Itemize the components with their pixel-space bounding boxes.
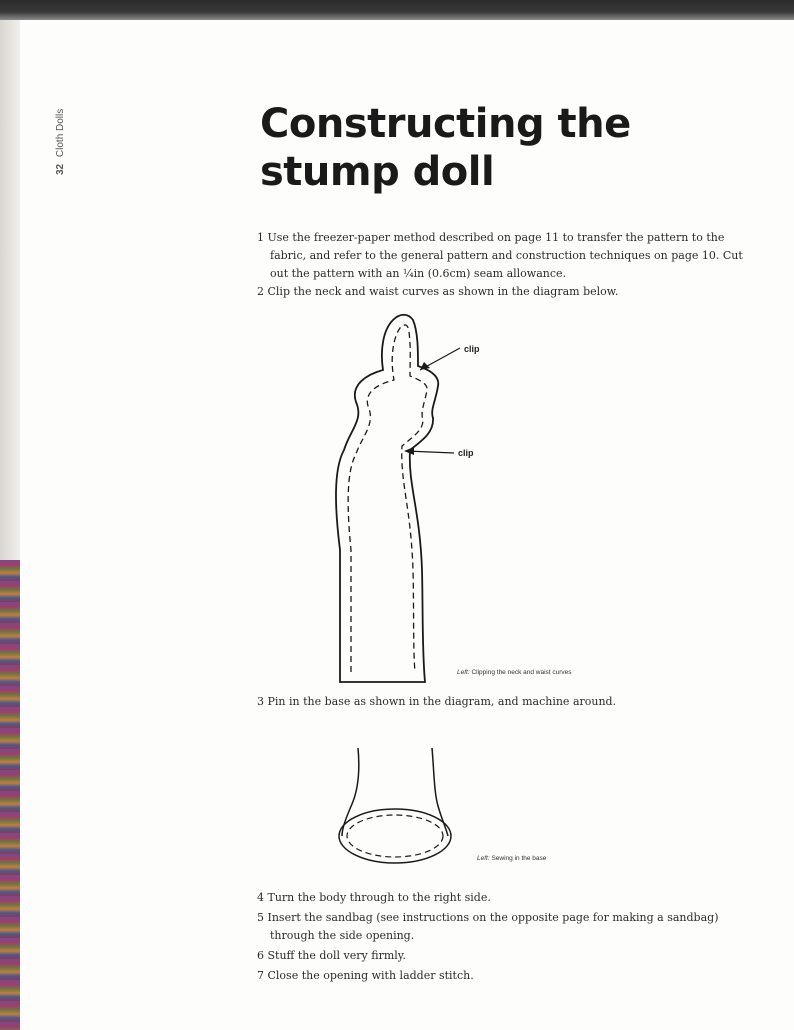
running-head [55, 109, 66, 175]
step-3: 3 Pin in the base as shown in the diagram, and machine around. [257, 695, 617, 708]
page-number: 32 [55, 163, 66, 175]
seam-line [348, 325, 427, 672]
book-spine-shadow [0, 0, 794, 20]
diagram2-caption: Left: Sewing in the base [477, 855, 547, 862]
step-7: 7 Close the opening with ladder stitch. [257, 969, 474, 982]
book-cover-edge [0, 560, 20, 1030]
clip-label-neck: clip [464, 344, 480, 354]
step-4: 4 Turn the body through to the right side. [257, 891, 491, 904]
step-2: 2 Clip the neck and waist curves as shown in the diagram below. [257, 285, 619, 298]
instruction-steps-2 [257, 693, 757, 711]
step-6: 6 Stuff the doll very firmly. [257, 949, 407, 962]
base-outer [339, 809, 451, 863]
page-title [260, 100, 631, 196]
instruction-steps-1 [257, 229, 757, 301]
body-tube-right [432, 748, 448, 836]
step-5: 5 Insert the sandbag (see instructions on the opposite page for making a sandbag) through the side opening. [257, 911, 719, 942]
body-tube [342, 748, 359, 836]
title-line-1: Constructing the [260, 101, 631, 147]
base-seam [347, 815, 443, 857]
section-name: Cloth Dolls [55, 108, 66, 158]
clip-label-waist: clip [458, 448, 474, 458]
step-1: 1 Use the freezer-paper method described on page 11 to transfer the pattern to the fabric, and refer to the general pattern and construction techniques on page 10. Cut out the pattern with an ¼in (0.6cm) seam allowance. [257, 231, 743, 280]
base-diagram [330, 740, 470, 880]
instruction-steps-3 [257, 889, 757, 987]
title-line-2: stump doll [260, 149, 495, 195]
diagram1-caption: Left: Clipping the neck and waist curves [457, 669, 572, 676]
clipping-diagram [320, 310, 620, 690]
